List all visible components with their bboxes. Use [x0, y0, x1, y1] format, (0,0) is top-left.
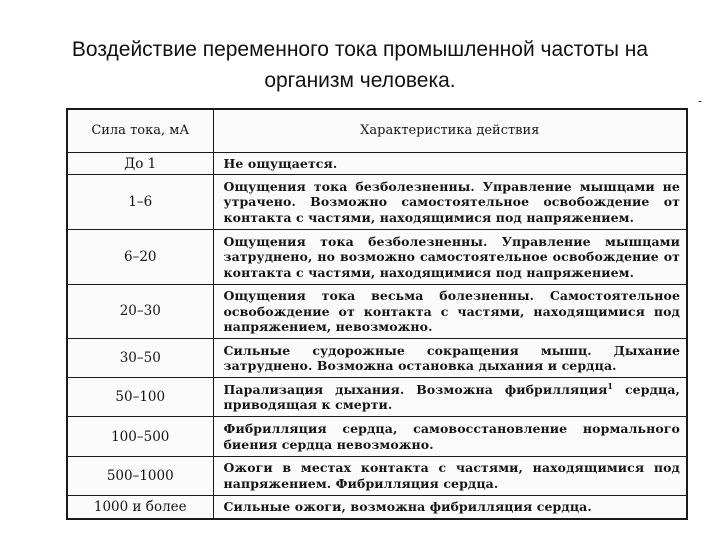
effect-cell: Ожоги в местах контакта с частями, находящимися под напряжением. Фибрилляция сердца.	[213, 456, 686, 495]
current-cell: 50–100	[68, 378, 213, 417]
effect-cell: Фибрилляция сердца, самовосстановление нормального биения сердца невозможно.	[213, 417, 686, 456]
current-cell: 20–30	[68, 284, 213, 339]
corner-mark: -	[698, 94, 703, 108]
current-cell: 30–50	[68, 339, 213, 378]
effect-cell: Не ощущается.	[213, 152, 686, 175]
current-cell: 1000 и более	[68, 495, 213, 518]
header-current: Сила тока, мА	[68, 110, 213, 152]
effect-text: Парализация дыхания. Возможна фибрилляция	[223, 381, 608, 397]
table-row	[68, 378, 686, 417]
current-cell: 6–20	[68, 229, 213, 284]
effect-cell: Сильные судорожные сокращения мышц. Дыхание затруднено. Возможна остановка дыхания и сердца.	[213, 339, 686, 378]
table-row	[68, 152, 686, 175]
effect-cell	[213, 378, 686, 417]
current-cell: 500–1000	[68, 456, 213, 495]
table-row	[68, 339, 686, 378]
effect-cell: Ощущения тока безболезненны. Управление мышцами затруднено, но возможно самостоятельное освобождение от контакта с частями, находящимися под напряжением.	[213, 229, 686, 284]
current-cell: 1–6	[68, 175, 213, 230]
table-row	[68, 229, 686, 284]
table-row	[68, 417, 686, 456]
header-effect: Характеристика действия	[213, 110, 686, 152]
effect-cell: Ощущения тока весьма болезненны. Самостоятельное освобождение от контакта с частями, находящимися под напряжением, невозможно.	[213, 284, 686, 339]
effect-cell: Сильные ожоги, возможна фибрилляция сердца.	[213, 495, 686, 518]
table-header-row	[68, 110, 686, 152]
table-row	[68, 456, 686, 495]
current-cell: 100–500	[68, 417, 213, 456]
current-cell: До 1	[68, 152, 213, 175]
footnote-marker: 1	[607, 380, 614, 391]
table-row	[68, 495, 686, 518]
slide-title: Воздействие переменного тока промышленной частоты на организм человека.	[71, 38, 649, 92]
table-row	[68, 175, 686, 230]
effect-text: сердца, приводящая к смерти.	[223, 381, 680, 413]
effect-cell: Ощущения тока безболезненны. Управление мышцами не утрачено. Возможно самостоятельное освобождение от контакта с частями, находящимися под напряжением.	[213, 175, 686, 230]
table-row	[68, 284, 686, 339]
current-effects-table	[66, 108, 688, 520]
